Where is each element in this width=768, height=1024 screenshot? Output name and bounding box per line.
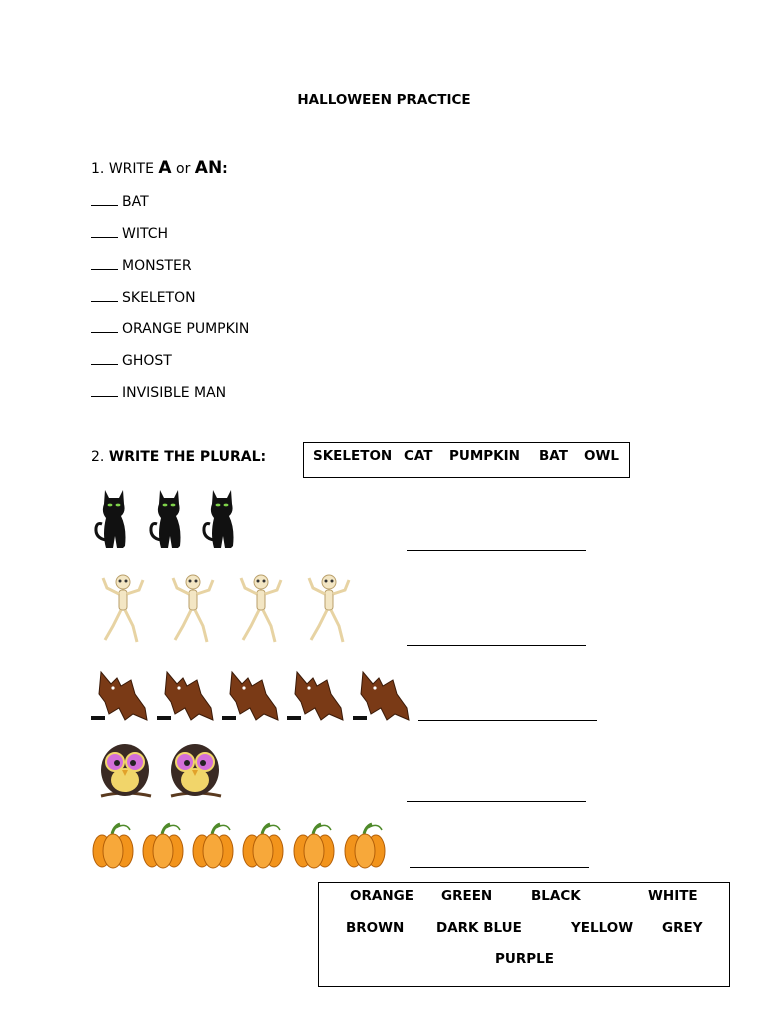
q1-number: 1. — [91, 161, 105, 177]
pumpkin-icon — [345, 824, 385, 868]
color-word: BROWN — [346, 920, 405, 936]
owl-icon — [101, 744, 151, 796]
answer-blank[interactable] — [91, 258, 118, 270]
cat-icon — [96, 490, 126, 548]
pumpkin-icon — [243, 824, 283, 868]
q1-item-label: INVISIBLE MAN — [122, 385, 227, 401]
bat-icon — [287, 672, 343, 720]
color-word: DARK BLUE — [436, 920, 522, 936]
bat-icon — [353, 672, 409, 720]
answer-blank[interactable] — [91, 290, 118, 302]
q1-item — [91, 226, 168, 242]
pumpkin-icon — [193, 824, 233, 868]
answer-line-pumpkins[interactable] — [410, 867, 589, 868]
answer-blank[interactable] — [91, 194, 118, 206]
cat-icon — [204, 490, 234, 548]
color-word: GREEN — [441, 888, 493, 904]
color-word: WHITE — [648, 888, 698, 904]
skeleton-icon — [309, 575, 349, 642]
q1-or: or — [176, 161, 191, 177]
q1-option-an: AN — [194, 158, 223, 178]
answer-line-owls[interactable] — [407, 801, 586, 802]
word-bank-word: SKELETON — [313, 448, 393, 464]
picture-row-owls — [91, 740, 231, 802]
word-bank-box — [303, 442, 630, 478]
q1-colon: : — [222, 161, 228, 177]
q1-item — [91, 290, 196, 306]
bat-icon — [91, 672, 147, 720]
q1-item-label: BAT — [122, 194, 149, 210]
color-word: ORANGE — [350, 888, 414, 904]
answer-line-skeletons[interactable] — [407, 645, 586, 646]
q2-number: 2. — [91, 449, 105, 465]
q1-item-label: WITCH — [122, 226, 169, 242]
answer-blank[interactable] — [91, 385, 118, 397]
q1-item-label: GHOST — [122, 353, 172, 369]
skeleton-icon — [173, 575, 213, 642]
bat-icons — [91, 664, 413, 724]
color-word: PURPLE — [495, 951, 554, 967]
pumpkin-icon — [294, 824, 334, 868]
color-word: YELLOW — [571, 920, 634, 936]
q1-prefix: WRITE — [108, 161, 154, 177]
skeleton-icon — [103, 575, 143, 642]
q2-heading — [91, 449, 266, 465]
pumpkin-icons — [91, 820, 391, 870]
color-word: BLACK — [531, 888, 581, 904]
bat-icon — [222, 672, 278, 720]
q1-item — [91, 385, 226, 401]
cat-icon — [151, 490, 181, 548]
word-bank-word: OWL — [584, 448, 619, 464]
q1-item-label: SKELETON — [122, 290, 196, 306]
skeleton-icon — [241, 575, 281, 642]
picture-row-skeletons — [91, 568, 371, 646]
picture-row-cats — [91, 484, 251, 552]
skeleton-icons — [91, 568, 371, 646]
word-bank-word: BAT — [539, 448, 568, 464]
q1-heading — [91, 158, 228, 178]
q2-heading-text: WRITE THE PLURAL: — [108, 449, 267, 465]
color-word: GREY — [662, 920, 703, 936]
q1-item — [91, 321, 249, 337]
q1-item — [91, 258, 192, 274]
colors-box — [318, 882, 730, 987]
q1-item-label: MONSTER — [122, 258, 192, 274]
picture-row-pumpkins — [91, 820, 391, 870]
page-title: HALLOWEEN PRACTICE — [297, 92, 471, 108]
word-bank-word: PUMPKIN — [449, 448, 520, 464]
q1-item-label: ORANGE PUMPKIN — [122, 321, 250, 337]
answer-blank[interactable] — [91, 321, 118, 333]
bat-icon — [157, 672, 213, 720]
word-bank-word: CAT — [404, 448, 433, 464]
answer-blank[interactable] — [91, 226, 118, 238]
answer-line-bats[interactable] — [418, 720, 597, 721]
pumpkin-icon — [143, 824, 183, 868]
picture-row-bats — [91, 664, 413, 724]
owl-icons — [91, 740, 231, 802]
q1-item — [91, 353, 172, 369]
owl-icon — [171, 744, 221, 796]
cat-icons — [91, 484, 251, 552]
answer-blank[interactable] — [91, 353, 118, 365]
answer-line-cats[interactable] — [407, 550, 586, 551]
q1-option-a: A — [158, 158, 172, 178]
q1-item — [91, 194, 149, 210]
pumpkin-icon — [93, 824, 133, 868]
